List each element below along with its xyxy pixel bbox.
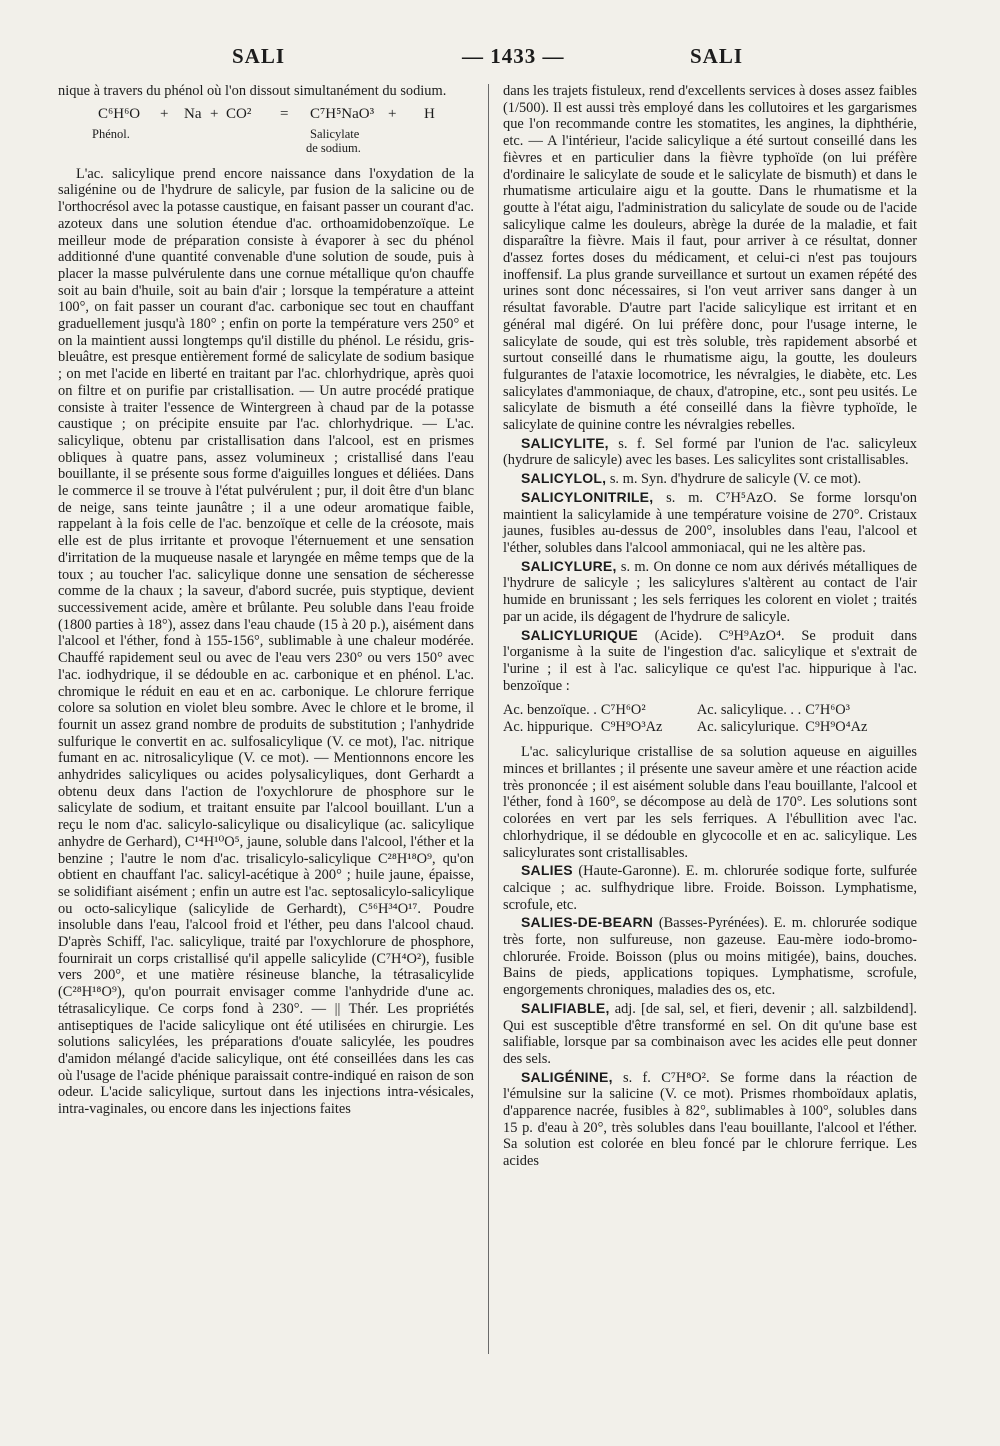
page-number: — 1433 — bbox=[462, 44, 565, 68]
formula-term: H bbox=[424, 105, 435, 122]
table-cell: Ac. salicylurique. bbox=[696, 719, 799, 736]
formula-label: de sodium. bbox=[306, 140, 361, 155]
entry-text: adj. [de sal, sel, et fieri, devenir ; all. salzbildend]. Qui est susceptible d'être transformé en sel. On dit qu'une base est salifiable, lorsque par sa combinaison avec les acides elle peut donner des sels. bbox=[503, 1000, 917, 1067]
dictionary-entry bbox=[503, 914, 917, 999]
formula-label: Salicylate bbox=[310, 126, 360, 141]
table-cell: C⁷H⁶O² bbox=[600, 702, 646, 719]
table-cell: Ac. salicylique. . . bbox=[696, 702, 802, 719]
table-cell: C⁹H⁹O³Az bbox=[600, 719, 663, 736]
left-column bbox=[58, 83, 474, 1118]
formula-term: C⁶H⁶O bbox=[98, 105, 141, 122]
continuation-paragraph: dans les trajets fistuleux, rend d'excellents services à doses assez faibles (1/500). Il est aussi très employé dans les collutoires et les gargarismes que l'on recommande contre les stomatites, les angines, la diphthérie, etc. — A l'intérieur, l'acide salicylique a été surtout conseillé dans les fièvres et en particulier dans la fièvre typhoïde (on lui préfère d'ordinaire le salicylate de soude et le salicylate de bismuth) et dans le rhumatisme articulaire aigu et la goutte. Dans le rhumatisme et la goutte à l'état aigu, l'administration du salicylate de soude ou de l'acide salicylique calme les douleurs, abrège la durée de la maladie, et fait disparaître la fièvre. Mais il faut, pour arriver à ce résultat, donner d'assez fortes doses du médicament, et celui-ci n'est pas toujours inoffensif. La plus grande surveillance et surtout un examen répété des urines sont donc nécessaires, si l'on veut arriver sans danger à un résultat favorable. D'autre part l'acide salicylique est irritant et en général mal digéré. On lui préfère donc, pour l'usage interne, le salicylate de soude, qui est très soluble, très rapidement absorbé et surtout conseillé dans le rhumatisme aigu, la goutte, les douleurs fulgurantes de l'ataxie locomotrice, les névralgies, le diabète, etc. Les salicylates d'ammoniaque, de chaux, d'atropine, etc., sont peu usités. Le salicylate de bismuth a été conseillé dans la fièvre typhoïde, le salicylate de quinine contre les névralgies rebelles. bbox=[503, 83, 917, 434]
formula-operator: + bbox=[210, 105, 219, 122]
table-cell: C⁷H⁶O³ bbox=[805, 702, 850, 719]
entry-headword: SALICYLITE, bbox=[521, 434, 609, 451]
body-paragraph: L'ac. salicylique prend encore naissance dans l'oxydation de la saligénine ou de l'hydrure de salicyle, par fusion de la salicine ou de l'orthocrésol avec la potasse caustique, en faisant passer un courant d'ac. azoteux dans une solution étendue d'ac. orthoamidobenzoïque. Le meilleur mode de préparation consiste à évaporer à sec du phénol additionné d'une quantité convenable d'une solution de soude, puis à placer la masse pulvérulente dans une cornue métallique qu'on chauffe soit au bain d'huile, soit au bain d'air ; lorsque la température a atteint 100°, on fait passer un courant d'ac. carbonique sec tout en chauffant graduellement jusqu'à 180° ; enfin on porte la température vers 250° et on la maintient aussi longtemps qu'il distille du phénol. Le résidu, gris-bleuâtre, est presque entièrement formé de salicylate de sodium basique ; on met l'acide en liberté en traitant par l'ac. chlorhydrique, après quoi on filtre et on purifie par cristallisation. — Un autre procédé pratique consiste à traiter l'essence de Wintergreen à chaud par de la potasse caustique ; on précipite ensuite par l'ac. chlorhydrique. — L'ac. salicylique, obtenu par cristallisation dans l'alcool, est en prismes obliques à quatre pans, assez volumineux ; cristallisé dans l'eau bouillante, il se présente sous forme d'aiguilles longues et déliées. Dans le commerce il se trouve à l'état pulvérulent ; pur, il doit être d'un blanc de neige, sans teinte jaunâtre ; il a une odeur aromatique faible, rappelant à la fois celle de l'ac. benzoïque et celle de la créosote, mais elle est de plus irritante et provoque l'éternuement et une sensation d'irritation de la muqueuse nasale et laryngée en même temps que de la toux ; au toucher l'ac. salicylique donne une sensation de sécheresse comme de la chaux ; la saveur, d'abord sucrée, puis styptique, devient successivement acide, amère et brûlante. Peu soluble dans l'eau froide (1800 parties à 18°), assez dans l'eau chaude (15 à 20 p.), aisément dans l'alcool et l'éther, fond à 155-156°, sublimable à une chaleur modérée. Chauffé rapidement seul ou avec de l'eau vers 230° ou vers 150° avec l'ac. iodhydrique, il se dédouble en ac. carbonique et en phénol. L'ac. chromique le réduit en eau et en ac. carbonique. Le chlorure ferrique colore sa solution en violet bleu sombre. Avec le chlore et le brome, il fournit un assez grand nombre de produits de substitution ; l'anhydride sulfurique le convertit en ac. sulfosalicylique (V. ce mot), l'ac. nitrique fumant en ac. nitrosalicylique (V. ce mot). — Mentionnons encore les anhydrides salicyliques ou acides polysalicyliques, dont Gerhardt a obtenu deux dans l'action de l'oxychlorure de phosphore sur le salicylate de sodium, et traitant ensuite par l'alcool bouillant. L'un a reçu le nom d'ac. salicylo-salicylique ou disalicylique (ac. salicylique anhydre de Gerhard), C¹⁴H¹⁰O⁵, jaune, soluble dans l'alcool, l'éther et la benzine ; l'autre le nom d'ac. trisalicylo-salicylique C²⁸H¹⁸O⁹, qu'on obtient en chauffant l'ac. salicyl-acétique à 200° ; huile jaune, épaisse, se solidifiant aisément ; enfin un autre est l'ac. septosalicylo-salicylique ou octo-salicylique (salicylide de Gerhardt), C⁵⁶H³⁴O¹⁷. Poudre insoluble dans l'eau, l'alcool froid et l'éther, peu dans l'alcool chaud. D'après Schiff, l'ac. salicylique, traité par l'oxychlorure de phosphore, fournirait un corps cristallisé qu'il appelle salicylide (C⁷H⁴O²), fusible vers 200°, et une matière résineuse blanche, la tétrasalicylide (C²⁸H¹⁸O⁹), qu'on pourrait envisager comme l'anhydride d'une ac. tétrasalicylique. Ce corps fond à 230°. — || Thér. Les propriétés antiseptiques de l'acide salicylique ont été utilisées en chirurgie. Les solutions salicylées, les préparations d'ouate salicylée, les poudres d'amidon mélangé d'acide salicylique, ont été conseillées dans les cas où l'usage de l'acide phénique paraissait contre-indiqué en raison de son odeur. L'acide salicylique, surtout dans les injections intra-vésicales, intra-vaginales, ou encore dans les injections faites bbox=[58, 165, 474, 1118]
dictionary-entry bbox=[503, 558, 917, 626]
dictionary-entry bbox=[503, 627, 917, 695]
table-cell: Ac. benzoïque. . bbox=[503, 702, 597, 719]
entry-headword: SALICYLURE, bbox=[521, 557, 617, 574]
table-cell: Ac. hippurique. bbox=[503, 719, 593, 736]
formula-term: CO² bbox=[226, 105, 252, 122]
entry-text: s. m. C⁷H⁵AzO. Se forme lorsqu'on maintient la salicylamide à une température voisine de 270°. Cristaux jaunes, fusibles au-dessus de 200°, insolubles dans l'eau, l'alcool et l'éther, solubles dans l'alcool ammoniacal, qui ne les altère pas. bbox=[503, 489, 917, 556]
entry-text: (Basses-Pyrénées). E. m. chlorurée sodique très forte, non sulfureuse, non gazeuse. Eau-mère iodo-bromo-chlorurée. Froide. Boisson (plus ou moins mitigée), bains, douches. Bains de pieds, applications topiques. Lymphatisme, scrofule, engorgements chroniques, maladies des os, etc. bbox=[503, 915, 917, 999]
entry-text: s. m. On donne ce nom aux dérivés métalliques de l'hydrure de salicyle ; les salicylures s'altèrent au contact de l'air humide en brunissant ; les sels ferriques les colorent en violet ; traités par un acide, ils dégagent de l'hydrure de salicyle. bbox=[503, 558, 917, 625]
column-divider bbox=[488, 84, 489, 1354]
entry-headword: SALIES bbox=[521, 862, 573, 879]
entry-text: (Acide). C⁹H⁹AzO⁴. Se produit dans l'organisme à la suite de l'ingestion d'ac. salicylique et s'extrait de l'urine ; il est à l'ac. salicylique ce qu'est l'ac. hippurique à l'ac. benzoïque : bbox=[503, 627, 917, 694]
dictionary-entry bbox=[503, 470, 917, 488]
formula-operator: + bbox=[160, 105, 169, 122]
page-header bbox=[0, 44, 1000, 78]
entry-headword: SALICYLONITRILE, bbox=[521, 488, 654, 505]
entry-headword: SALIES-DE-BEARN bbox=[521, 914, 654, 931]
chemical-equation bbox=[58, 102, 474, 164]
formula-operator: = bbox=[280, 105, 289, 122]
entry-text: (Haute-Garonne). E. m. chlorurée sodique forte, sulfurée calcique ; ac. sulfhydrique libre. Froide. Boisson. Lymphatisme, scrofule, etc. bbox=[503, 863, 917, 913]
right-column bbox=[503, 83, 917, 1170]
dictionary-entry bbox=[503, 1000, 917, 1068]
entry-headword: SALICYLURIQUE bbox=[521, 626, 638, 643]
intro-text: nique à travers du phénol où l'on dissout simultanément du sodium. bbox=[58, 83, 447, 99]
table-row bbox=[503, 719, 871, 736]
entry-headword: SALICYLOL, bbox=[521, 470, 607, 487]
body-paragraph: L'ac. salicylurique cristallise de sa solution aqueuse en aiguilles minces et brillantes ; il présente une saveur amère et une réaction acide très prononcée ; il est aisément soluble dans l'eau bouillante, l'alcool et l'éther, fond à 160°, se décompose au delà de 170°. Les solutions sont colorées en vert par les sels ferriques. A l'ébullition avec l'ac. chlorhydrique, il se dédouble en glycocolle et en ac. salicylique. Les salicylurates sont cristallisables. bbox=[503, 744, 917, 861]
running-head-right: SALI bbox=[690, 44, 744, 68]
comparison-table bbox=[503, 702, 871, 736]
dictionary-entry bbox=[503, 489, 917, 557]
dictionary-entry bbox=[503, 435, 917, 469]
running-head-left: SALI bbox=[232, 44, 286, 68]
entry-headword: SALIGÉNINE, bbox=[521, 1068, 613, 1085]
formula-term: Na bbox=[184, 105, 202, 122]
table-row bbox=[503, 702, 871, 719]
entry-headword: SALIFIABLE, bbox=[521, 999, 610, 1016]
entry-text: s. f. C⁷H⁸O². Se forme dans la réaction de l'émulsine sur la salicine (V. ce mot). Prismes rhomboïdaux aplatis, d'apparence nacrée, fusibles à 82°, sublimables à 100°, solubles dans 15 p. d'eau à 20°, très solubles dans l'eau bouillante, l'alcool et l'éther. Sa solution est colorée en bleu foncé par le chlorure ferrique. Les acides bbox=[503, 1069, 917, 1170]
entry-text: s. f. Sel formé par l'union de l'ac. salicyleux (hydrure de salicyle) avec les bases. Les salicylites sont cristallisables. bbox=[503, 435, 917, 469]
formula-operator: + bbox=[388, 105, 397, 122]
formula-label: Phénol. bbox=[92, 126, 130, 141]
table-cell: C⁹H⁹O⁴Az bbox=[805, 719, 868, 736]
entry-text: s. m. Syn. d'hydrure de salicyle (V. ce mot). bbox=[606, 471, 862, 488]
dictionary-entry bbox=[503, 1069, 917, 1170]
dictionary-entry bbox=[503, 862, 917, 913]
formula-term: C⁷H⁵NaO³ bbox=[310, 105, 375, 122]
